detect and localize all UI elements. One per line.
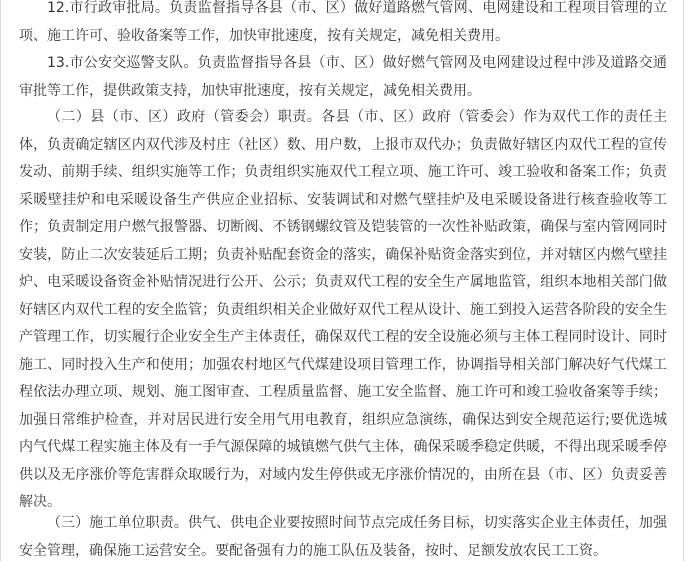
paragraph-construction-unit-duties: （三）施工单位职责。供气、供电企业要按照时间节点完成任务目标，切实落实企业主体责任，加强安全管理，确保施工运营安全。要配备强有力的施工队伍及装备，按时、足额发放农民工工资。 xyxy=(19,515,667,559)
paragraph-admin-approval-bureau: 12.市行政审批局。负责监督指导各县（市、区）做好道路燃气管网、电网建设和工程项目管理的立项、施工许可、验收备案等工作，加快审批速度，按有关规定，减免相关费用。 xyxy=(19,0,667,44)
paragraph-traffic-police: 13.市公安交巡警支队。负责监督指导各县（市、区）做好燃气管网及电网建设过程中涉及道路交通审批等工作，提供政策支持，加快审批速度，按有关规定，减免相关费用。 xyxy=(19,55,667,99)
paragraph-county-government-duties: （二）县（市、区）政府（管委会）职责。各县（市、区）政府（管委会）作为双代工作的责任主体，负责确定辖区内双代涉及村庄（社区）数、用户数，上报市双代办；负责做好辖区内双代工程的宣传发动、前期手续、组织实施等工作；负责组织实施双代工程立项、施工许可、竣工验收和备案工作；负责采暖壁挂炉和电采暖设备生产供应企业招标、安装调试和对燃气壁挂炉及电采暖设备进行核查验收等工作；负责制定用户燃气报警器、切断阀、不锈钢螺纹管及铠装管的一次性补贴政策，确保与室内管网同时安装，防止二次安装延后工期；负责补贴配套资金的落实，确保补贴资金落实到位，并对辖区内燃气壁挂炉、电采暖设备资金补贴情况进行公开、公示；负责双代工程的安全生产属地监管，组织本地相关部门做好辖区内双代工程的安全监管；负责组织相关企业做好双代工程从设计、施工到投入运营各阶段的安全生产管理工作，切实履行企业安全生产主体责任，确保双代工程的安全设施必须与主体工程同时设计、同时施工、同时投入生产和使用；加强农村地区气代煤建设项目管理工作，协调指导相关部门解决好气代煤工程依法办理立项、规划、施工图审查、工程质量监督、施工安全监督、施工许可和竣工验收备案等手续；加强日常维护检查，并对居民进行安全用气用电教育，组织应急演练，确保达到安全规范运行;要优选城内气代煤工程实施主体及有一手气源保障的城镇燃气供气主体，确保采暖季稳定供暖，不得出现采暖季停供以及无序涨价等危害群众取暖行为，对域内发生停供或无序涨价情况的，由所在县（市、区）负责妥善解决。 xyxy=(19,109,667,510)
